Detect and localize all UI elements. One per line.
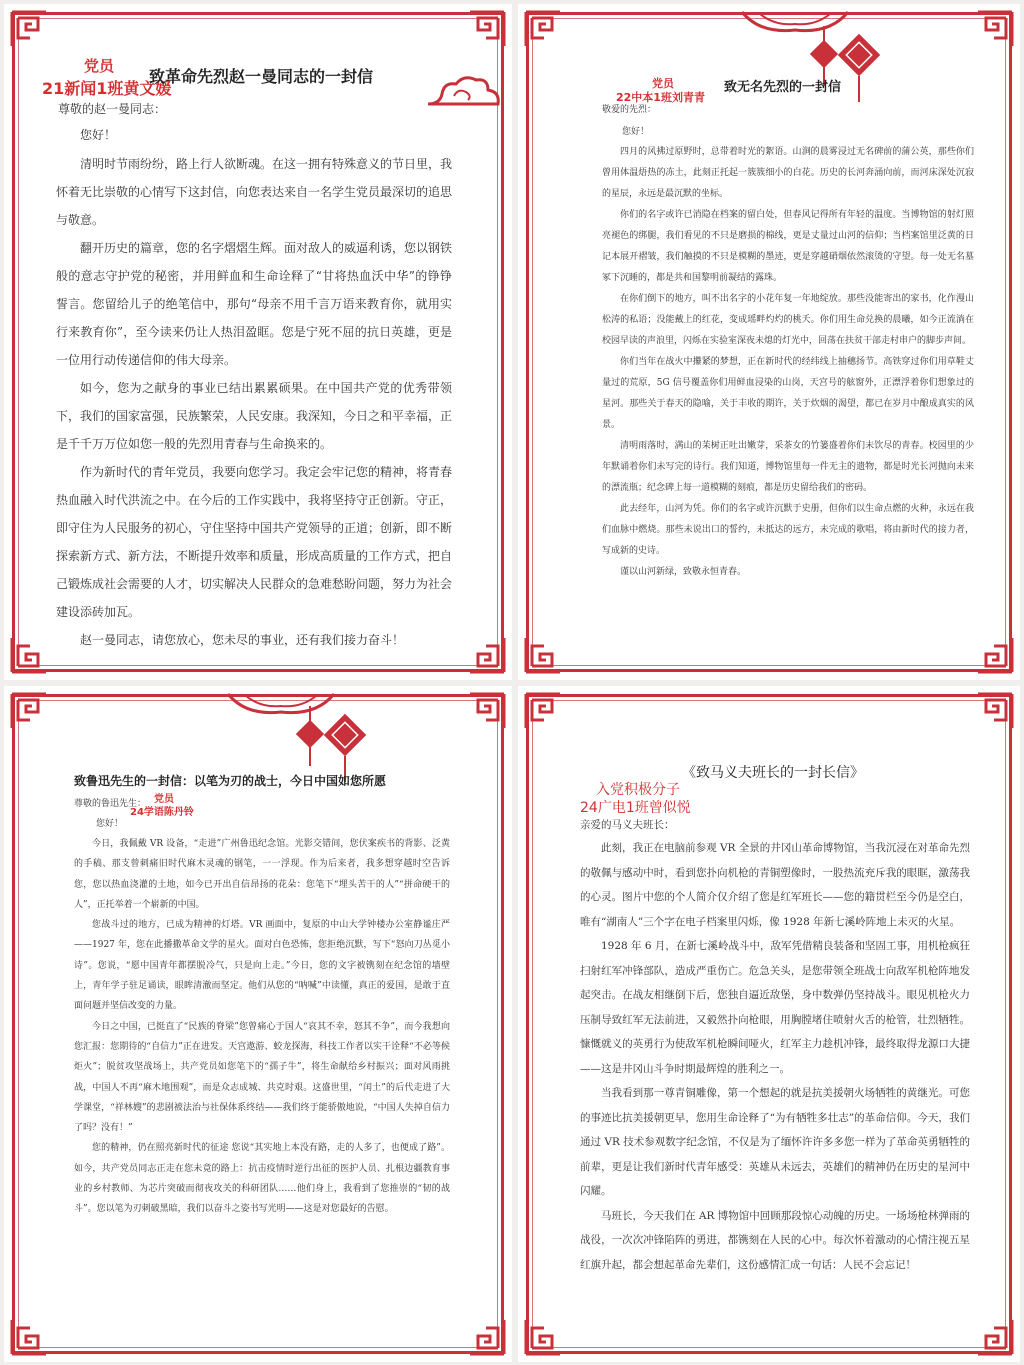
paragraph: 你们的名字或许已消隐在档案的留白处，但春风记得所有年轻的温度。当博物馆的射灯照亮褪色的绑腿，我们看见的不只是磨损的棉线，更是丈量过山河的信仰；当档案馆里泛黄的日记本展开褶皱，我们触摸的不只是模糊的墨迹，更是穿越硝烟依然滚烫的守望。每一处无名墓冢下沉睡的，都是共和国黎明前凝结的露珠。 (602, 210, 974, 283)
paragraph: 此去经年，山河为凭。你们的名字或许沉默于史册，但你们以生命点燃的火种，永远在我们血脉中燃烧。那些未说出口的誓约，未抵达的远方，未完成的歌唱，将由新时代的接力者，写成新的史诗。 (602, 504, 974, 556)
paragraph: 清明雨落时，满山的苿树正吐出嫩芽，采茶女的竹篓盛着你们未饮尽的青春。校园里的少年默诵着你们未写完的诗行。我们知道，博物馆里每一件无主的遗物，都是时光长河抛向未来的漂流瓶；纪念碑上每一道模糊的刻痕，都是历史留给我们的密码。 (602, 441, 974, 493)
salutation: 亲爱的马义夫班长： (580, 819, 675, 831)
lattice-corner-icon (524, 692, 564, 732)
paragraph: 今日，我佩戴 VR 设备，“走进”广州鲁迅纪念馆。光影交错间，您伏案疾书的背影、泛黄的手稿、那支曾刺痛旧时代麻木灵魂的钢笔，一一浮现。作为后来者，我多想穿越时空告诉您，您以热血浇灌的土地，如今已开出自信昂扬的花朵：您笔下“埋头苦干的人”“拼命硬干的人”，正托举着一个崭新的中国。 (74, 839, 450, 910)
lattice-corner-icon (10, 10, 50, 50)
lattice-corner-icon (10, 692, 50, 732)
greeting: 您好！ (622, 127, 650, 137)
paragraph: 当我看到那一尊青铜雕像，第一个想起的就是抗美援朝火场牺牲的黄继光。可您的事迹比抗美援朝更早，您用生命诠释了“为有牺牲多壮志”的革命信仰。今天，我们通过 VR 技术参观数字纪念馆，不仅是为了缅怀许许多多您一样为了革命英勇牺牲的前辈，更是让我们新时代青年感受：英雄从未远去，英雄们的精神仍在历史的星河中闪耀。 (580, 1087, 970, 1197)
lattice-corner-icon (524, 1316, 564, 1356)
letter-panel-lu-xun (4, 686, 512, 1362)
lattice-corner-icon (466, 1316, 506, 1356)
paragraph: 作为新时代的青年党员，我要向您学习。我定会牢记您的精神，将青春热血融入时代洪流之中。在今后的工作实践中，我将坚持守正创新。守正，即守住为人民服务的初心，守住坚持中国共产党领导的正道；创新，即不断探索新方式、新方法，不断提升效率和质量，形成高质量的工作方式，把自己锻炼成社会需要的人才，切实解决人民群众的急难愁盼问题，努力为社会建设添砖加瓦。 (56, 465, 453, 619)
lattice-corner-icon (524, 10, 564, 50)
lattice-corner-icon (974, 1316, 1014, 1356)
lattice-corner-icon (466, 10, 506, 50)
letter-body (74, 834, 450, 1220)
paragraph: 你们当年在战火中攥紧的梦想，正在新时代的经纬线上抽穗扬节。高铁穿过你们用草鞋丈量过的荒原，5G 信号覆盖你们用鲜血浸染的山岗，天宫号的舷窗外，正漂浮着你们想象过的星河。那些关于春天的隐喻，关于丰收的期许，关于炊烟的渴望，都已在岁月中酿成真实的风景。 (602, 357, 974, 430)
letter-panel-zhao-yiman (4, 4, 512, 680)
salutation: 敬爱的先烈： (602, 105, 657, 115)
paragraph: 谨以山河新绿，致敬永恒青春。 (620, 567, 747, 577)
paragraph: 如今，您为之献身的事业已结出累累硕果。在中国共产党的优秀带领下，我们的国家富强，民族繁荣，人民安康。我深知，今日之和平幸福，正是千千万万位如您一般的先烈用青春与生命换来的。 (56, 381, 453, 451)
letter-panel-unknown-martyrs (518, 4, 1020, 680)
paragraph: 此刻，我正在电脑前参观 VR 全景的井冈山革命博物馆，当我沉浸在对革命先烈的敬佩与感动中时，看到您扑向机枪的青铜塑像时，一股热流充斥我的眼眶，激荡我的心灵。图片中您的个人简介仅介绍了您是红军班长——您的籍贯栏至今仍是空白，唯有“湖南人”三个字在电子档案里闪烁，像 1928 年新七溪岭阵地上未灭的火星。 (580, 842, 970, 928)
paragraph: 您战斗过的地方，已成为精神的灯塔。VR 画面中，复原的中山大学钟楼办公室静谧庄严——1927 年，您在此播撒革命文学的星火。面对白色恐怖，您拒绝沉默，写下“怒向刀丛觅小诗”。您说，“愿中国青年都摆脱冷气，只是向上走。”今日，您的文字被镌刻在纪念馆的墙壁上，青年学子驻足诵读，眼眸清澈而坚定。他们从您的“呐喊”中读懂，真正的爱国，是敢于直面问题并坚信改变的力量。 (74, 920, 450, 1012)
cloud-ornament-icon (424, 72, 504, 112)
paragraph: 清明时节雨纷纷，路上行人欲断魂。在这一拥有特殊意义的节日里，我怀着无比崇敬的心情写下这封信，向您表达来自一名学生党员最深切的追思与敬意。 (56, 157, 453, 227)
lattice-corner-icon (466, 634, 506, 674)
lattice-corner-icon (10, 634, 50, 674)
paragraph: 今日之中国，已挺直了“民族的脊梁”您曾痛心于国人“哀其不幸，怒其不争”，而今我想向您汇报：您期待的“自信力”正在进发。天宫遨游、蛟龙探海，科技工作者以实干诠释“不必等候炬火”；脱贫攻坚战场上，共产党员如您笔下的“孺子牛”，将生命献给乡村振兴；面对风雨挑战，中国人不再“麻木地围观”，而是众志成城、共克时艰。这盛世里，“闰土”的后代走进了大学课堂，“祥林嫂”的悲剧被法治与社保体系终结——我们终于能骄傲地说，“中国人失掉自信力了吗？没有！” (74, 1021, 450, 1134)
letter-panel-ma-yifu (518, 686, 1020, 1362)
author-class-tag: 21新闻1班黄文媛 (42, 79, 172, 98)
letter-title: 致革命先烈赵一曼同志的一封信 (149, 67, 374, 86)
letter-body (580, 836, 970, 1277)
author-class-tag: 24学语陈丹铃 (130, 807, 194, 818)
lattice-corner-icon (466, 692, 506, 732)
author-role-tag: 党员 (84, 57, 115, 75)
author-role-tag: 入党积极分子 (596, 782, 680, 798)
letter-body (602, 142, 974, 583)
salutation: 尊敬的鲁迅先生： (74, 799, 147, 809)
lattice-corner-icon (524, 634, 564, 674)
paragraph: 在你们倒下的地方，叫不出名字的小花年复一年地绽放。那些没能寄出的家书，化作漫山松涛的私语；没能戴上的红花，变成瑶畔灼灼的桃夭。你们用生命兑换的晨曦，如今正流淌在校园早读的声浪里，闪烁在实验室深夜未熄的灯光中，回荡在扶贫干部走村串户的脚步声间。 (602, 294, 974, 346)
letter-title: 《致马义夫班长的一封长信》 (682, 765, 864, 781)
greeting: 您好！ (80, 128, 117, 142)
paragraph: 翻开历史的篇章，您的名字熠熠生辉。面对敌人的威逼利诱，您以钢铁般的意志守护党的秘密，并用鲜血和生命诠释了“甘将热血沃中华”的铮铮誓言。您留给儿子的绝笔信中，那句“母亲不用千言万语来教育你，就用实行来教育你”，至今读来仍让人热泪盈眶。您是宁死不屈的抗日英雄，更是一位用行动传递信仰的伟大母亲。 (56, 241, 453, 367)
lattice-corner-icon (974, 10, 1014, 50)
paragraph: 1928 年 6 月，在新七溪岭战斗中，敌军凭借精良装备和坚固工事，用机枪疯狂扫射红军冲锋部队，造成严重伤亡。危急关头，是您带领全班战士向敌军机枪阵地发起突击。在战友相继倒下后，您独自逼近敌堡，身中数弹仍坚持战斗。眼见机枪火力压制导致红军无法前进，又毅然扑向枪眼，用胸膛堵住喷射火舌的枪管，壮烈牺牲。慷慨就义的英勇行为使敌军机枪瞬间哑火，红军主力趁机冲锋，最终取得龙源口大捷——这是井冈山斗争时期最辉煌的胜利之一。 (580, 940, 970, 1075)
author-class-tag: 22中本1班刘青青 (616, 91, 705, 104)
greeting: 您好！ (96, 819, 124, 829)
letter-body (56, 150, 452, 654)
salutation: 尊敬的赵一曼同志： (58, 102, 167, 116)
lattice-corner-icon (974, 634, 1014, 674)
paragraph: 您的精神，仍在照亮新时代的征途 您说“其实地上本没有路，走的人多了，也便成了路”。如今，共产党员同志正走在您未竟的路上：抗击疫情时逆行出征的医护人员、扎根边疆教育事业的乡村教师、为芯片突破而彻夜攻关的科研团队……他们身上，我看到了您推崇的“韧的战斗”。您以笔为刃刺破黑暗，我们以奋斗之姿书写光明——这是对您最好的告慰。 (74, 1143, 450, 1215)
author-role-tag: 党员 (652, 77, 674, 90)
letter-title: 致无名先烈的一封信 (724, 80, 842, 95)
author-class-tag: 24广电1班曾似悦 (580, 800, 691, 816)
author-role-tag: 党员 (154, 794, 174, 805)
paragraph: 四月的风拂过原野时，总带着时光的絮语。山涧的晨雾浸过无名碑前的蒲公英，那些你们曾用体温焐热的冻土，此刻正托起一簇簇细小的白花。历史的长河奔涌向前，而河床深处沉寂的星辰，永远是最沉默的坐标。 (602, 147, 974, 199)
lattice-corner-icon (10, 1316, 50, 1356)
paragraph: 马班长，今天我们在 AR 博物馆中回顾那段惊心动魄的历史。一场场枪林弹雨的战役，一次次冲锋陷阵的勇进，都镌刻在人民的心中。每次怀着激动的心情注视五星红旗升起，都会想起革命先辈们，这份感情汇成一句话：人民不会忘记！ (580, 1209, 970, 1271)
letter-title: 致鲁迅先生的一封信：以笔为刃的战士，今日中国如您所愿 (74, 774, 387, 788)
paragraph: 赵一曼同志，请您放心，您未尽的事业，还有我们接力奋斗！ (80, 633, 405, 647)
lattice-corner-icon (974, 692, 1014, 732)
